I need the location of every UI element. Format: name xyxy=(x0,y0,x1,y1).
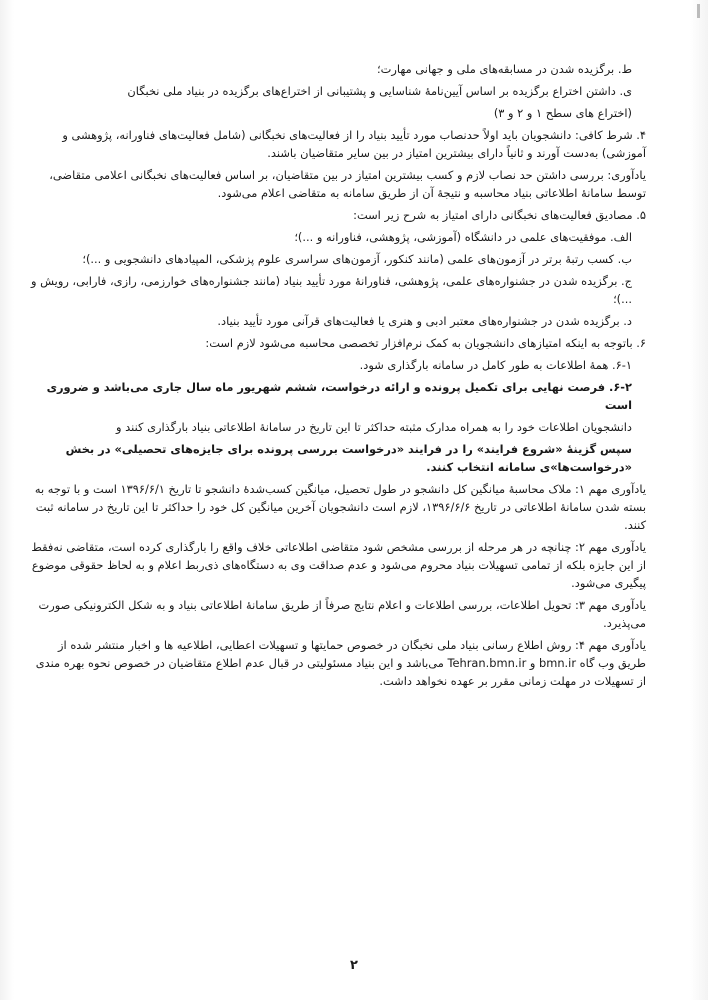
paragraph-alef: الف. موفقیت‌های علمی در دانشگاه (آموزشی، پژوهشی، فناورانه و ...)؛ xyxy=(294,230,632,244)
paragraph-r1: یادآوری: بررسی داشتن حد نصاب لازم و کسب بیشترین امتیاز در بین متقاضیان، بر اساس فعالیت‌های نخبگانی اعلامی متقاضی، توسط سامانهٔ اطلاعاتی بنیاد محاسبه و نتیجهٔ آن از طریق سامانه به متقاضی اعلام می‌شود. xyxy=(49,168,646,200)
paragraph-s62: ۶-۲. فرصت نهایی برای تکمیل پرونده و ارائه درخواست، ششم شهریور ماه سال جاری می‌باشد و ضروری است xyxy=(46,380,632,412)
paragraph-s6: ۶. باتوجه به اینکه امتیازهای دانشجویان به کمک نرم‌افزار تخصصی محاسبه می‌شود لازم است: xyxy=(205,336,646,350)
paragraph-be: ب. کسب رتبهٔ برتر در آزمون‌های علمی (مانند کنکور، آزمون‌های سراسری علوم پزشکی، المپیادهای دانشجویی و ...)؛ xyxy=(82,252,632,266)
paragraph-s62c: سپس گزینهٔ «شروع فرایند» را در فرایند «درخواست بررسی پرونده برای جایزه‌های تحصیلی» در بخش «درخواست‌ها»ی سامانه انتخاب کنند. xyxy=(65,442,632,474)
paragraph-m2: یادآوری مهم ۲: چنانچه در هر مرحله از بررسی مشخص شود متقاضی اطلاعاتی خلاف واقع را بارگذاری کرده است، متقاضی نه‌فقط از این جایزه بلکه از تمامی تسهیلات بنیاد محروم می‌شود و عدم صداقت وی به دستگاه‌های ذی‌ربط اعلام و به لحاظ حقوقی موضوع پیگیری می‌شود. xyxy=(31,540,646,590)
paragraph-m1: یادآوری مهم ۱: ملاک محاسبهٔ میانگین کل دانشجو در طول تحصیل، میانگین کسب‌شدهٔ دانشجو تا تاریخ ۱۳۹۶/۶/۱ است و با توجه به بسته شدن سامانهٔ اطلاعاتی در تاریخ ۱۳۹۶/۶/۶، لازم است دانشجویان آخرین میانگین کل خود را حداکثر تا این تاریخ در سامانه ثبت کنند. xyxy=(34,482,646,532)
paragraph-s4: ۴. شرط کافی: دانشجویان باید اولاً حدنصاب مورد تأیید بنیاد را از فعالیت‌های نخبگانی (شامل فعالیت‌های فناورانه، پژوهشی و آموزشی) به‌دست آورند و ثانیاً دارای بیشترین امتیاز در بین سایر متقاضیان باشند. xyxy=(62,128,646,160)
paragraph-y: ی. داشتن اختراع برگزیده بر اساس آیین‌نامهٔ شناسایی و پشتیبانی از اختراع‌های برگزیده در بنیاد ملی نخبگان xyxy=(127,84,632,98)
paragraph-y2: (اختراع های سطح ۱ و ۲ و ۳) xyxy=(493,106,632,120)
page-number: ۲ xyxy=(350,958,358,973)
paragraph-s62b: دانشجویان اطلاعات خود را به همراه مدارک مثبته حداکثر تا این تاریخ در سامانهٔ اطلاعاتی بنیاد بارگذاری کنند و xyxy=(116,420,632,434)
paragraph-t: ط. برگزیده شدن در مسابقه‌های ملی و جهانی مهارت؛ xyxy=(377,62,632,76)
paragraph-jim: ج. برگزیده شدن در جشنواره‌های علمی، پژوهشی، فناورانهٔ مورد تأیید بنیاد (مانند جشنواره‌های خوارزمی، رازی، فارابی، رویش و ...)؛ xyxy=(31,274,632,306)
paragraph-s61: ۶-۱. همهٔ اطلاعات به طور کامل در سامانه بارگذاری شود. xyxy=(359,358,632,372)
scan-mark xyxy=(697,4,700,18)
paragraph-dal: د. برگزیده شدن در جشنواره‌های معتبر ادبی و هنری یا فعالیت‌های قرآنی مورد تأیید بنیاد. xyxy=(217,314,632,328)
paragraph-m4: یادآوری مهم ۴: روش اطلاع رسانی بنیاد ملی نخبگان در خصوص حمایتها و تسهیلات اعطایی، اطلاعیه ها و اخبار منتشر شده از طریق وب گاه bmn.ir و Tehran.bmn.ir می‌باشد و این بنیاد مسئولیتی در قبال عدم اطلاع متقاضیان در خصوص نحوه بهره مندی از تسهیلات در مهلت زمانی مقرر بر عهده نخواهد داشت. xyxy=(35,638,646,688)
paragraph-s5: ۵. مصادیق فعالیت‌های نخبگانی دارای امتیاز به شرح زیر است: xyxy=(353,208,646,222)
document-body xyxy=(28,60,646,694)
paragraph-m3: یادآوری مهم ۳: تحویل اطلاعات، بررسی اطلاعات و اعلام نتایج صرفاً از طریق سامانهٔ اطلاعاتی بنیاد و به شکل الکترونیکی صورت می‌پذیرد. xyxy=(38,598,646,630)
